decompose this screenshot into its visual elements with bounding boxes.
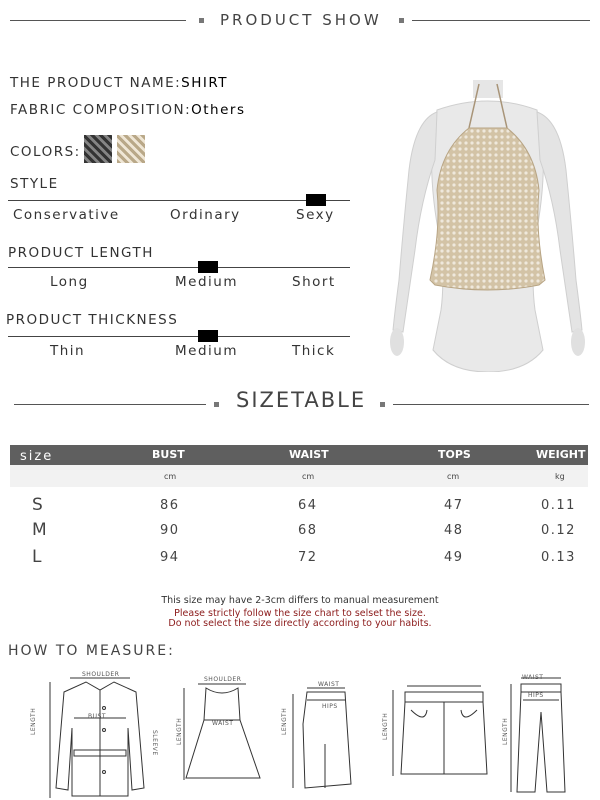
style-title: STYLE — [10, 176, 59, 192]
thickness-option-thick: Thick — [292, 343, 336, 359]
row-l-size: L — [32, 547, 42, 567]
length-title: PRODUCT LENGTH — [8, 245, 154, 261]
sizetable-dot-left — [214, 402, 219, 407]
unit-bust: cm — [164, 472, 177, 481]
skirt-waist-label: WAIST — [318, 681, 340, 688]
style-option-conservative: Conservative — [13, 207, 120, 223]
style-marker — [306, 194, 326, 206]
row-s-tops: 47 — [444, 498, 464, 513]
mini-skirt-diagram — [385, 680, 495, 780]
row-s-weight: 0.11 — [541, 498, 576, 513]
length-scale-line — [8, 267, 350, 268]
unit-waist: cm — [302, 472, 315, 481]
header-dot-right — [399, 18, 404, 23]
th-size: size — [20, 449, 54, 464]
thickness-title: PRODUCT THICKNESS — [6, 312, 179, 328]
pants-diagram — [505, 672, 575, 796]
dress-diagram — [180, 680, 265, 785]
how-to-measure-title: HOW TO MEASURE: — [8, 643, 175, 659]
jacket-length-label: LENGTH — [30, 707, 37, 735]
row-m-size: M — [32, 520, 47, 540]
unit-tops: cm — [447, 472, 460, 481]
row-m-bust: 90 — [160, 523, 180, 538]
skirt-length-label: LENGTH — [281, 707, 288, 735]
color-swatch-grey[interactable] — [84, 135, 112, 163]
sizetable-rule-left — [14, 404, 206, 405]
dress-shoulder-label: SHOULDER — [204, 676, 242, 683]
row-l-waist: 72 — [298, 550, 318, 565]
sizetable-rule-right — [393, 404, 589, 405]
th-tops: TOPS — [438, 448, 471, 461]
th-weight: WEIGHT — [536, 448, 586, 461]
header-rule-left — [10, 20, 186, 21]
jacket-bust-label: BUST — [88, 713, 106, 720]
skirt-diagram — [285, 684, 360, 794]
length-option-medium: Medium — [175, 274, 238, 290]
header-dot-left — [199, 18, 204, 23]
size-table-units — [10, 465, 588, 487]
row-s-size: S — [32, 495, 43, 515]
pants-waist-label: WAIST — [522, 674, 544, 681]
row-m-weight: 0.12 — [541, 523, 576, 538]
thickness-scale-line — [8, 336, 350, 337]
th-bust: BUST — [152, 448, 185, 461]
length-marker — [198, 261, 218, 273]
thickness-option-thin: Thin — [50, 343, 86, 359]
thickness-marker — [198, 330, 218, 342]
product-photo — [385, 80, 590, 372]
style-scale-line — [8, 200, 350, 201]
colors-label: COLORS: — [10, 144, 81, 160]
sizetable-dot-right — [380, 402, 385, 407]
row-m-tops: 48 — [444, 523, 464, 538]
length-option-short: Short — [292, 274, 336, 290]
style-option-ordinary: Ordinary — [170, 207, 241, 223]
header-rule-right — [412, 20, 590, 21]
row-s-waist: 64 — [298, 498, 318, 513]
jacket-sleeve-label: SLEEVE — [151, 730, 158, 756]
row-m-waist: 68 — [298, 523, 318, 538]
thickness-option-medium: Medium — [175, 343, 238, 359]
fabric-composition: FABRIC COMPOSITION:Others — [10, 102, 246, 118]
row-l-tops: 49 — [444, 550, 464, 565]
row-l-bust: 94 — [160, 550, 180, 565]
sizetable-title: SIZETABLE — [236, 388, 367, 412]
product-name: THE PRODUCT NAME:SHIRT — [10, 75, 229, 91]
row-s-bust: 86 — [160, 498, 180, 513]
unit-weight: kg — [555, 472, 565, 481]
jacket-diagram — [40, 668, 160, 800]
color-swatch-gold[interactable] — [117, 135, 145, 163]
mini-skirt-length-label: LENGTH — [382, 712, 389, 740]
length-option-long: Long — [50, 274, 89, 290]
pants-hips-label: HIPS — [528, 692, 544, 699]
dress-waist-label: WAIST — [212, 720, 234, 727]
size-note-manual: This size may have 2-3cm differs to manual measurement — [161, 595, 439, 606]
th-waist: WAIST — [289, 448, 329, 461]
row-l-weight: 0.13 — [541, 550, 576, 565]
style-option-sexy: Sexy — [296, 207, 335, 223]
size-note-follow: Please strictly follow the size chart to selset the size. — [174, 608, 426, 619]
jacket-shoulder-label: SHOULDER — [82, 671, 120, 678]
skirt-hips-label: HIPS — [322, 703, 338, 710]
pants-length-label: LENGTH — [502, 717, 509, 745]
size-note-habits: Do not select the size directly according to your habits. — [168, 618, 432, 629]
product-show-title: PRODUCT SHOW — [220, 11, 382, 29]
dress-length-label: LENGTH — [176, 717, 183, 745]
